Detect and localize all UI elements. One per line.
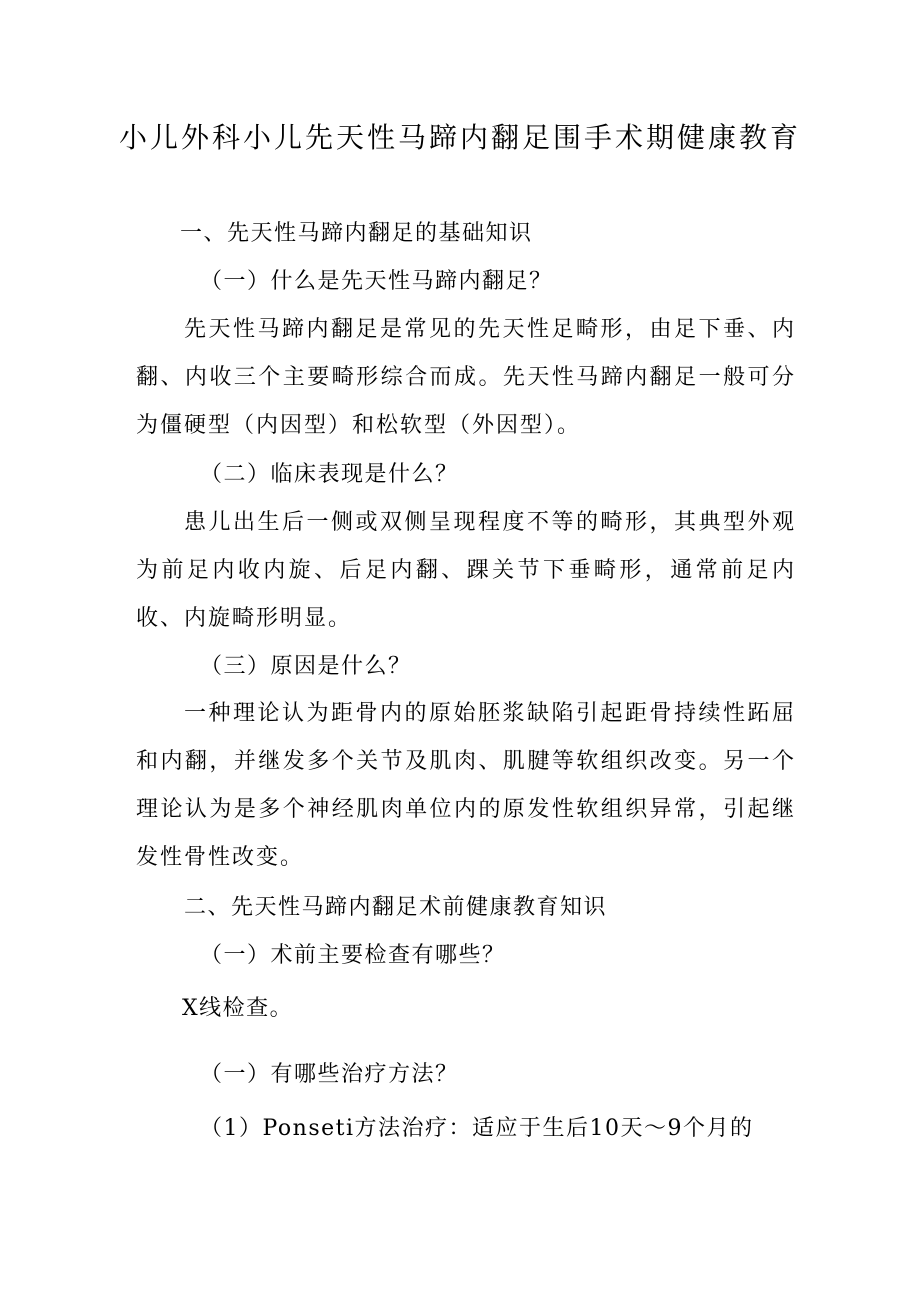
question-2-body: 患儿出生后一侧或双侧呈现程度不等的畸形，其典型外观为前足内收内旋、后足内翻、踝关节下垂畸形，通常前足内收、内旋畸形明显。 bbox=[136, 510, 796, 631]
question-1-heading: （一）什么是先天性马蹄内翻足？ bbox=[200, 269, 553, 294]
section-2-question-1-heading: （一）术前主要检查有哪些？ bbox=[200, 943, 506, 968]
section-2-question-1-answer: X线检查。 bbox=[182, 996, 294, 1021]
section-2-question-2-heading: （一）有哪些治疗方法？ bbox=[200, 1062, 459, 1087]
question-3-heading: （三）原因是什么？ bbox=[200, 654, 412, 679]
question-3-body: 一种理论认为距骨内的原始胚浆缺陷引起距骨持续性跖屈和内翻，并继发多个关节及肌肉、肌腱等软组织改变。另一个理论认为是多个神经肌肉单位内的原发性软组织异常，引起继发性骨性改变。 bbox=[136, 701, 796, 870]
question-1-body: 先天性马蹄内翻足是常见的先天性足畸形，由足下垂、内翻、内收三个主要畸形综合而成。先天性马蹄内翻足一般可分为僵硬型（内因型）和松软型（外因型）。 bbox=[136, 317, 796, 438]
section-2-heading: 二、先天性马蹄内翻足术前健康教育知识 bbox=[184, 895, 608, 920]
treatment-item-1: （1）Ponseti方法治疗：适应于生后10天～9个月的 bbox=[200, 1116, 754, 1141]
question-2-heading: （二）临床表现是什么？ bbox=[200, 462, 459, 487]
section-1-heading: 一、先天性马蹄内翻足的基础知识 bbox=[180, 221, 533, 246]
document-title: 小儿外科小儿先天性马蹄内翻足围手术期健康教育 bbox=[118, 121, 801, 154]
